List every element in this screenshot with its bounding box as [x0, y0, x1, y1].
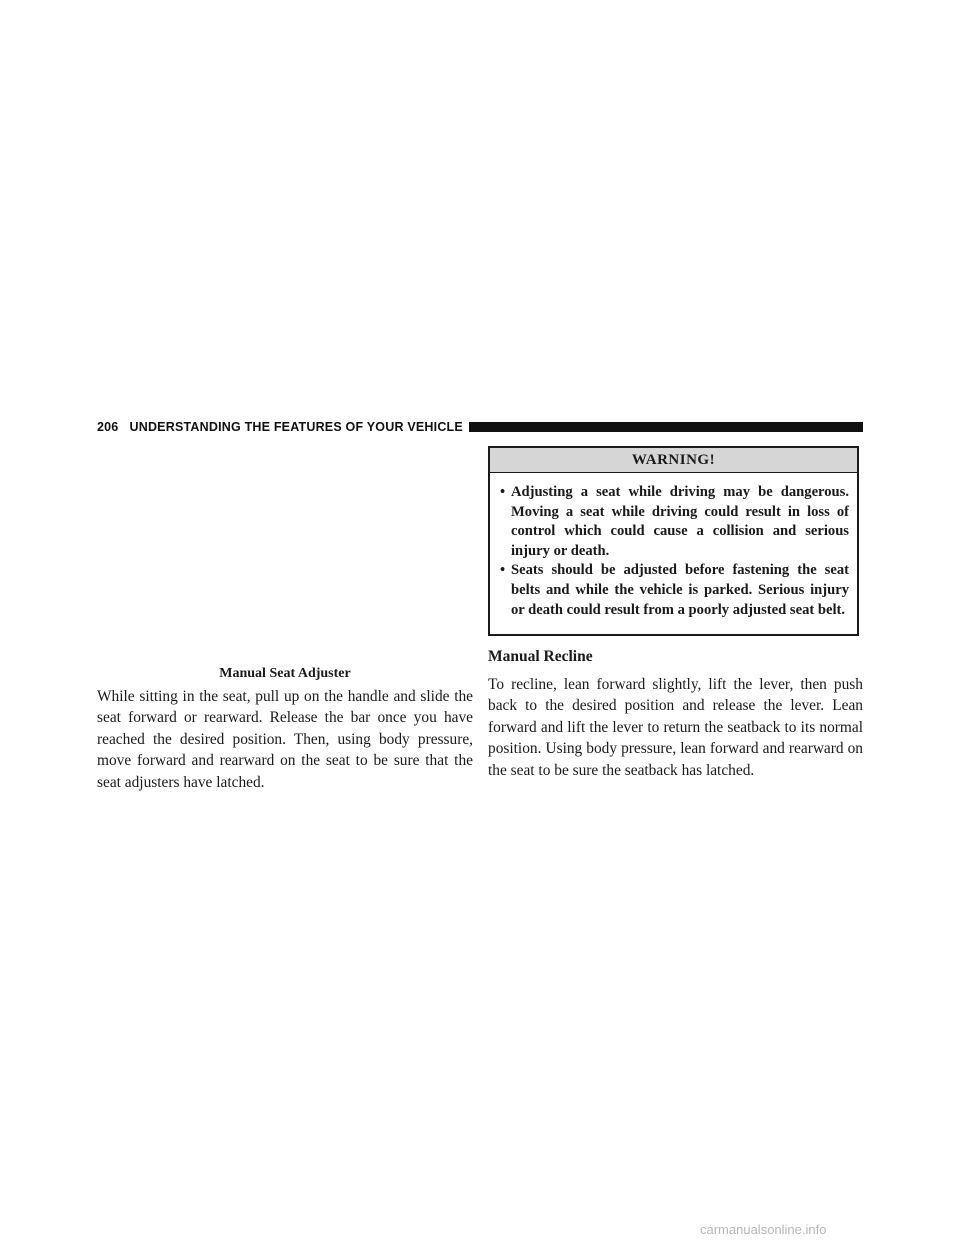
figure-caption: Manual Seat Adjuster	[219, 666, 351, 681]
header-rule	[469, 422, 863, 432]
warning-list	[490, 473, 857, 620]
warning-item-text: Adjusting a seat while driving may be dangerous. Moving a seat while driving could result in loss of control which could cause a collision and serious injury or death.	[511, 484, 849, 559]
warning-item	[500, 483, 849, 561]
header-text	[97, 420, 463, 434]
bullet-icon: •	[500, 562, 506, 579]
warning-item	[500, 561, 849, 620]
warning-item-text: Seats should be adjusted before fastening the seat belts and while the vehicle is parked. Serious injury or death could result from a poorly adjusted seat belt.	[511, 562, 849, 618]
seat-adjust-paragraph: While sitting in the seat, pull up on the handle and slide the seat forward or rearward. Release the bar once you have reached the desired position. Then, using body pressure, move forward and rearward on the seat to be sure that the seat adjusters have latched.	[97, 688, 473, 791]
section-heading-manual-recline: Manual Recline	[488, 648, 593, 665]
seat-adjuster-figure	[97, 440, 473, 640]
bullet-icon: •	[500, 484, 506, 500]
warning-box	[488, 446, 859, 636]
page-header	[97, 418, 863, 436]
section-title: UNDERSTANDING THE FEATURES OF YOUR VEHICLE	[129, 420, 463, 434]
warning-title: WARNING!	[490, 448, 857, 473]
recline-paragraph: To recline, lean forward slightly, lift the lever, then push back to the desired position and release the lever. Lean forward and lift the lever to return the seatback to its normal position. Using body pressure, lean forward and rearward on the seat to be sure the seatback has latched.	[488, 676, 863, 779]
watermark: carmanualsonline.info	[700, 1222, 827, 1237]
page-number: 206	[97, 420, 119, 434]
